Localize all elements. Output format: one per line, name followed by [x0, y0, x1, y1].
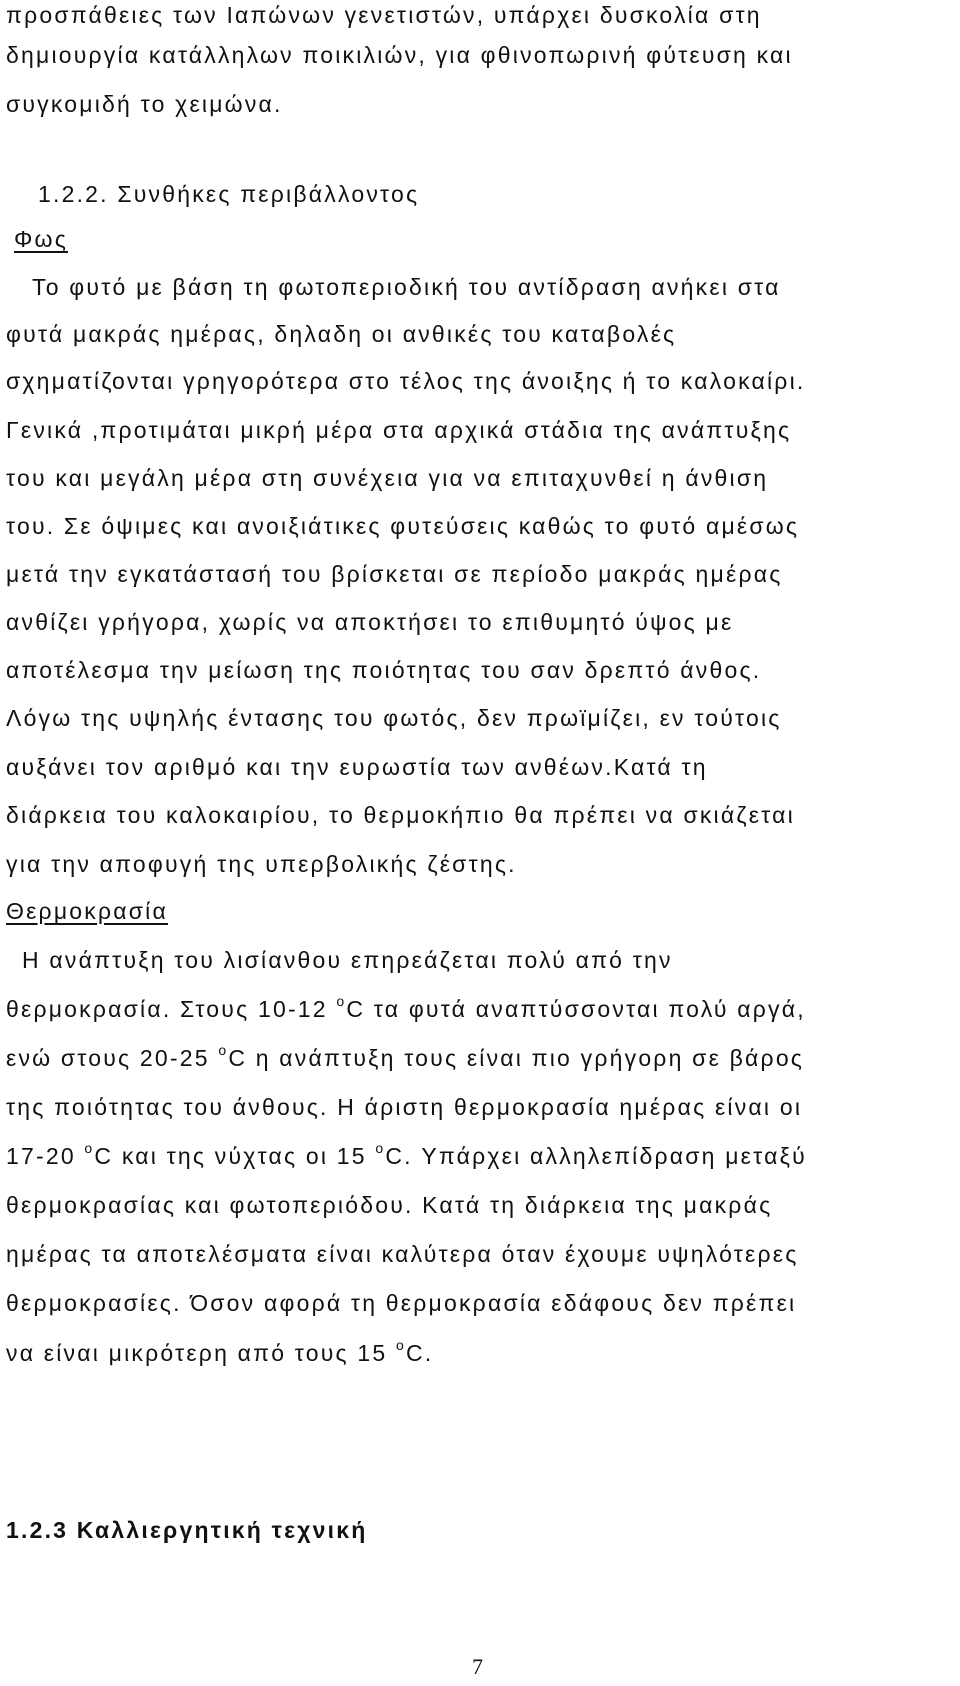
text-line-content [6, 994, 956, 1024]
text-line: αυξάνει τον αριθμό και την ευρωστία των ανθέων.Κατά τη [6, 754, 708, 780]
next-section-heading: 1.2.3 Καλλιεργητική τεχνική [6, 1517, 368, 1543]
text-fragment: ενώ στους 20-25 $^o$C η ανάπτυξη τους είναι πιο γρήγορη σε βάρος [6, 1042, 805, 1071]
light-subheading: Φως [14, 226, 68, 252]
text-line: ανθίζει γρήγορα, χωρίς να αποκτήσει το επιθυμητό ύψος με [6, 609, 734, 635]
text-line [6, 1043, 956, 1073]
text-line: συγκομιδή το χειμώνα. [6, 91, 283, 117]
page-number: 7 [472, 1654, 483, 1679]
text-line: θερμοκρασίας και φωτοπεριόδου. Κατά τη διάρκεια της μακράς [6, 1192, 773, 1218]
text-line: ημέρας τα αποτελέσματα είναι καλύτερα όταν έχουμε υψηλότερες [6, 1241, 799, 1267]
degree-superscript: ο [84, 1140, 95, 1156]
text-line: διάρκεια του καλοκαιρίου, το θερμοκήπιο θα πρέπει να σκιάζεται [6, 802, 795, 828]
text-line: της ποιότητας του άνθους. Η άριστη θερμοκρασία ημέρας είναι οι [6, 1094, 803, 1120]
text-line [6, 1338, 956, 1368]
text-line [6, 1141, 956, 1171]
text-line: προσπάθειες των Ιαπώνων γενετιστών, υπάρχει δυσκολία στη [6, 2, 762, 28]
degree-superscript: ο [375, 1140, 386, 1156]
text-line: θερμοκρασίες. Όσον αφορά τη θερμοκρασία εδάφους δεν πρέπει [6, 1290, 797, 1316]
temperature-subheading: Θερμοκρασία [6, 898, 168, 924]
text-line: του και μεγάλη μέρα στη συνέχεια για να επιταχυνθεί η άνθιση [6, 465, 769, 491]
text-fragment: 17-20 $^o$C και της νύχτας οι 15 $^o$C. Υπάρχει αλληλεπίδραση μεταξύ [6, 1140, 807, 1169]
degree-superscript: ο [336, 993, 347, 1009]
text-fragment: να είναι μικρότερη από τους 15 $^o$C. [6, 1337, 434, 1366]
text-line: Λόγω της υψηλής έντασης του φωτός, δεν πρωϊμίζει, εν τούτοις [6, 705, 782, 731]
degree-superscript: ο [218, 1042, 229, 1058]
text-line: Το φυτό με βάση τη φωτοπεριοδική του αντίδραση ανήκει στα [32, 274, 781, 300]
text-fragment: θερμοκρασία. Στους 10-12 $^o$C τα φυτά αναπτύσσονται πολύ αργά, [6, 993, 806, 1022]
text-line: μετά την εγκατάστασή του βρίσκεται σε περίοδο μακράς ημέρας [6, 561, 783, 587]
section-heading: 1.2.2. Συνθήκες περιβάλλοντος [38, 181, 420, 207]
text-line [6, 994, 956, 1024]
text-line: για την αποφυγή της υπερβολικής ζέστης. [6, 851, 517, 877]
degree-superscript: ο [396, 1337, 406, 1353]
text-line: φυτά μακράς ημέρας, δηλαδη οι ανθικές του καταβολές [6, 321, 677, 347]
text-line: αποτέλεσμα την μείωση της ποιότητας του σαν δρεπτό άνθος. [6, 657, 762, 683]
text-line: Γενικά ,προτιμάται μικρή μέρα στα αρχικά στάδια της ανάπτυξης [6, 417, 792, 443]
text-line: του. Σε όψιμες και ανοιξιάτικες φυτεύσεις καθώς το φυτό αμέσως [6, 513, 800, 539]
text-line: σχηματίζονται γρηγορότερα στο τέλος της άνοιξης ή το καλοκαίρι. [6, 368, 806, 394]
text-line: Η ανάπτυξη του λισίανθου επηρεάζεται πολύ από την [22, 947, 673, 973]
text-line: δημιουργία κατάλληλων ποικιλιών, για φθινοπωρινή φύτευση και [6, 42, 793, 68]
